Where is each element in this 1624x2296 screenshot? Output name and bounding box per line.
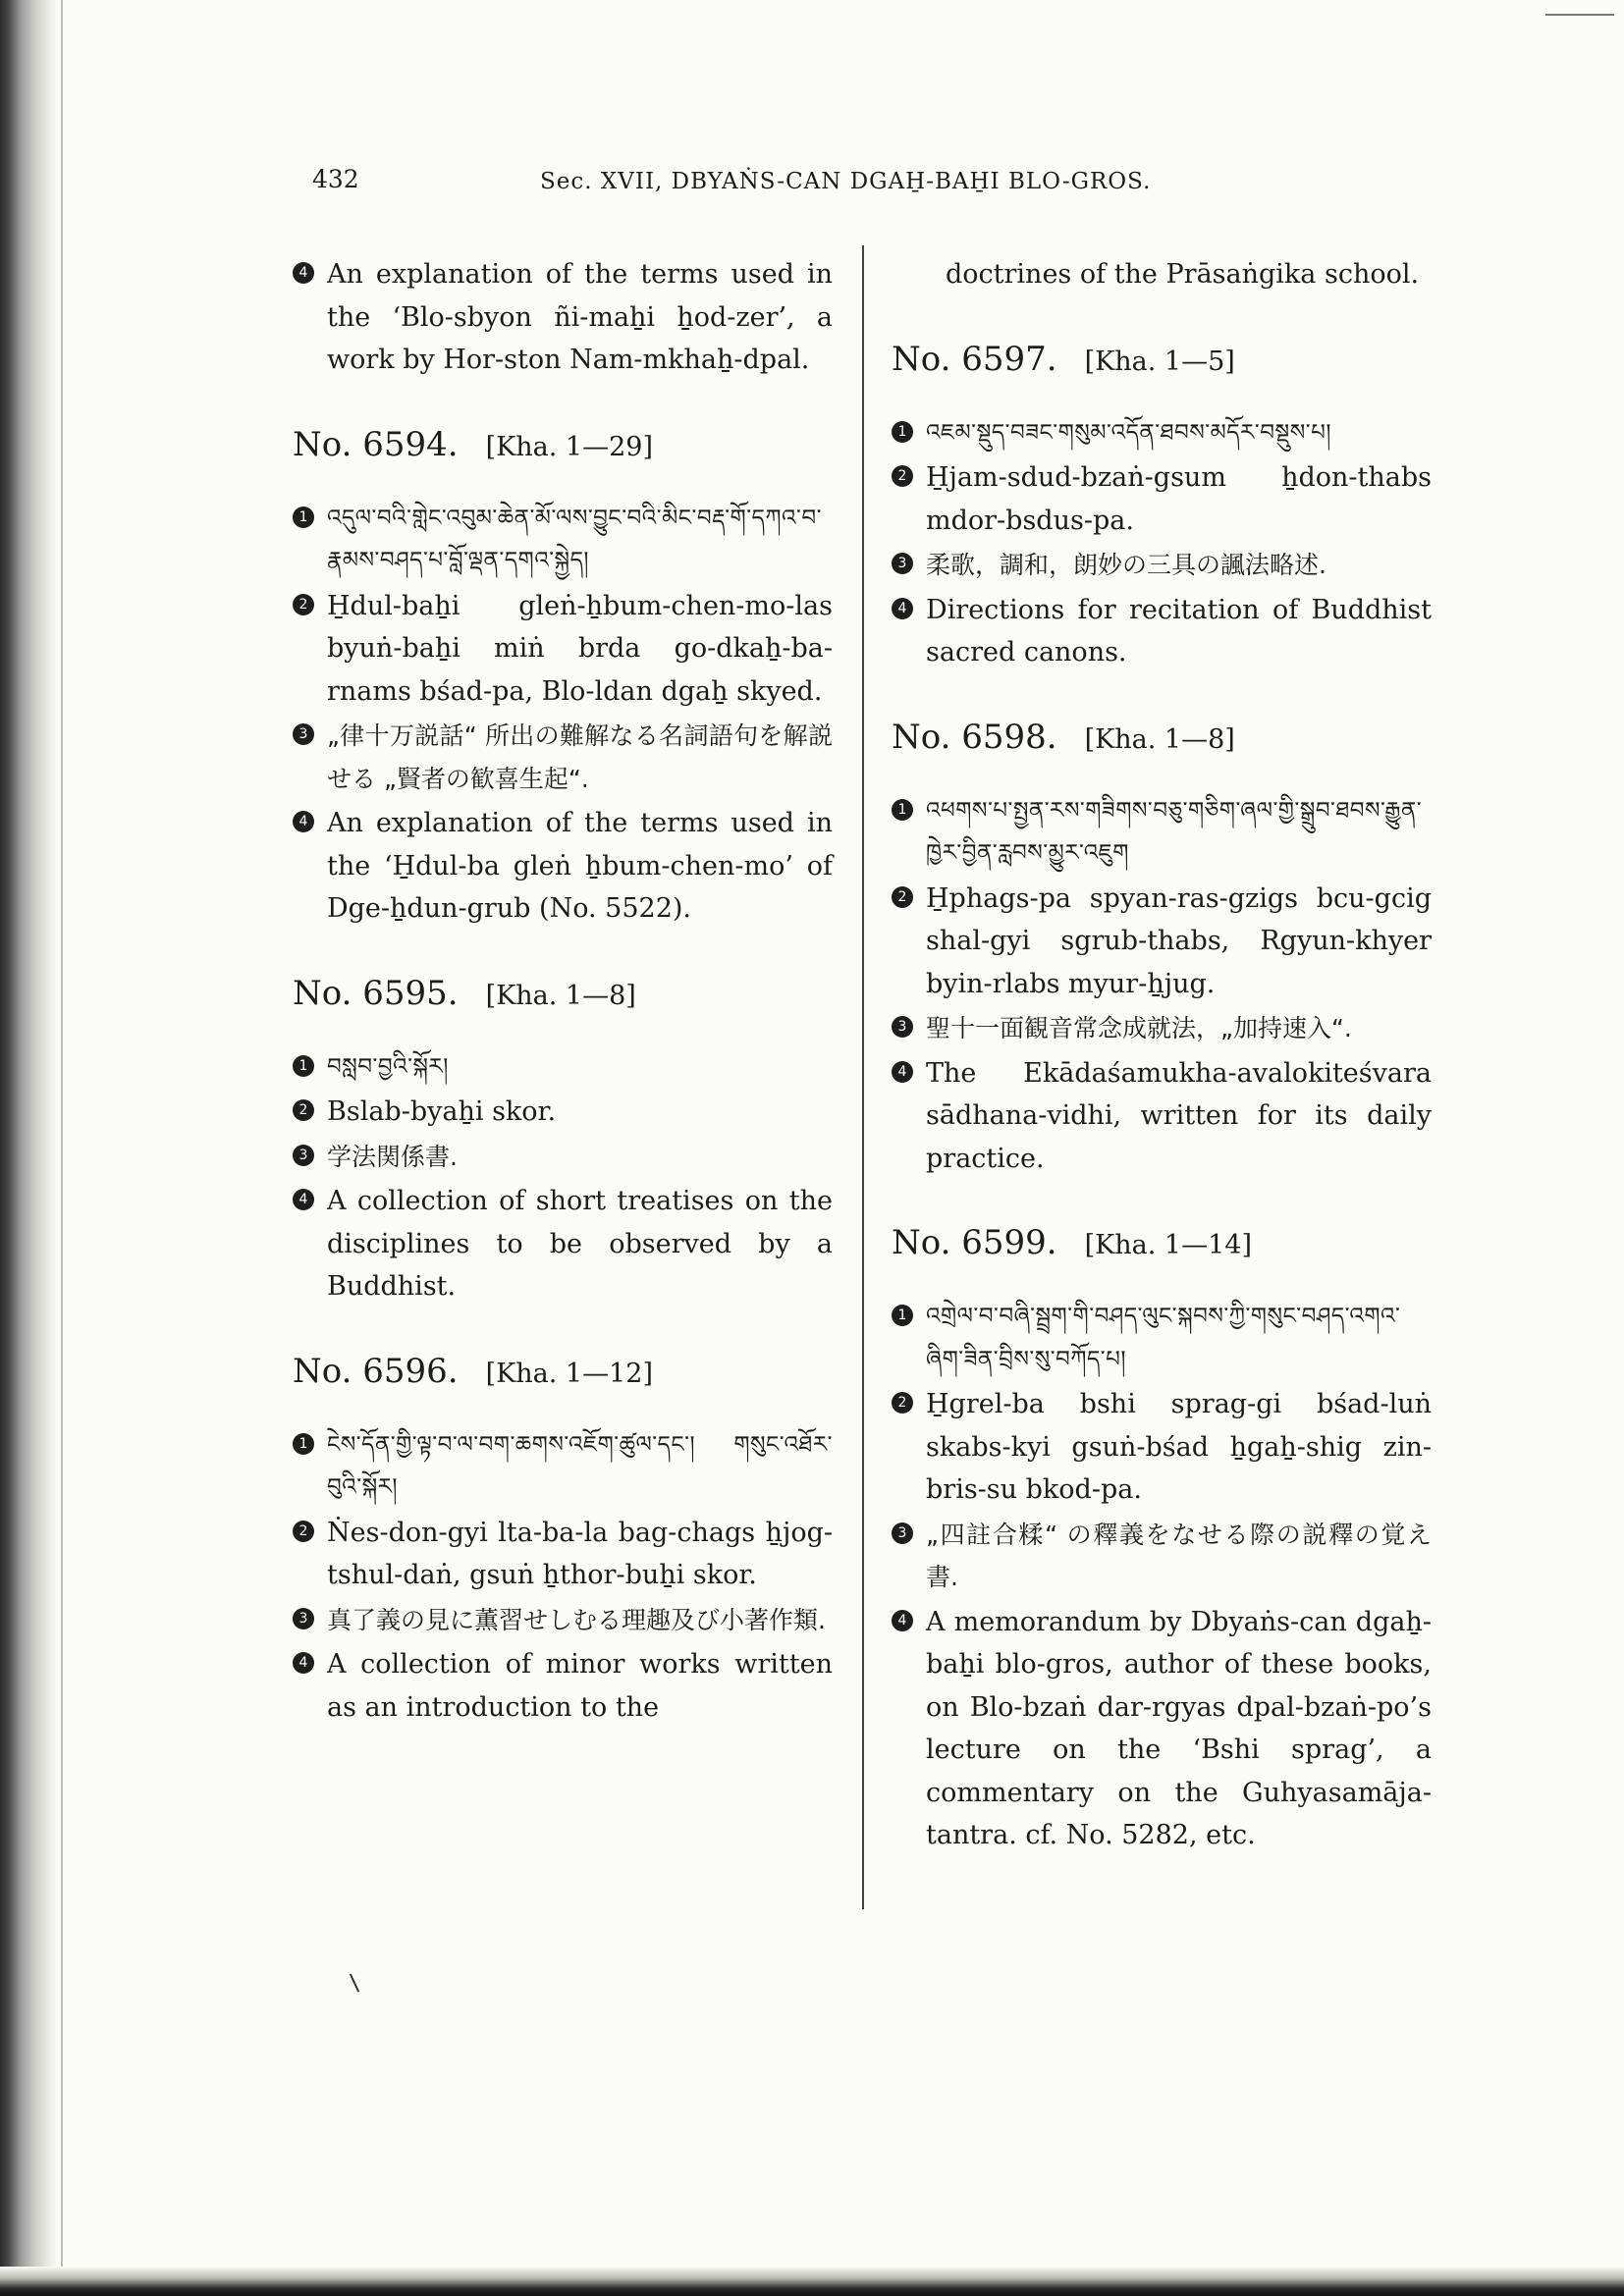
entry-heading <box>892 718 1432 757</box>
catalog-entry <box>892 1223 1432 1857</box>
entry-item <box>892 412 1432 455</box>
entry-number: No. 6597. <box>892 339 1057 379</box>
circled-number-icon: 1 <box>293 507 314 528</box>
entry-item <box>892 790 1432 876</box>
circled-number-icon: 4 <box>293 811 314 832</box>
circled-number-4-icon: 4 <box>293 262 314 284</box>
entry-item <box>293 1046 833 1090</box>
page-number: 432 <box>312 165 359 193</box>
entry-item <box>293 1091 833 1134</box>
catalog-entry <box>293 1352 833 1730</box>
tibetan-title: ངེས་དོན་གྱི་ལྟ་བ་ལ་བག་ཆགས་འཇོག་ཚུལ་དང་། གསུང་འཐོར་བུའི་སྐོར། <box>327 1431 833 1500</box>
circled-number-icon: 3 <box>293 1608 314 1629</box>
circled-number-icon: 2 <box>892 886 913 908</box>
entry-item <box>892 878 1432 1006</box>
catalog-entry <box>892 340 1432 674</box>
japanese-title: 聖十一面観音常念成就法，„加持速入“. <box>926 1014 1352 1042</box>
entry-number: No. 6594. <box>293 424 459 464</box>
circled-number-icon: 2 <box>892 465 913 487</box>
circled-number-icon: 1 <box>293 1433 314 1455</box>
entry-heading <box>293 425 833 464</box>
circled-number-icon: 1 <box>892 799 913 821</box>
entry-reference: [Kha. 1—14] <box>1084 1230 1253 1260</box>
left-column <box>293 253 833 1731</box>
tibetan-title: འདུལ་བའི་གླེང་འབུམ་ཆེན་མོ་ལས་བྱུང་བའི་མིང་བརྡ་གོ་དཀའ་བ་རྣམས་བཤད་པ་བློ་ལྡན་དགའ་སྐྱེད། <box>327 505 822 573</box>
circled-number-icon: 4 <box>892 1061 913 1083</box>
entry-text: A collection of short treatises on the disciplines to be observed by a Buddhist. <box>327 1186 833 1302</box>
entry-text: H̱phags-pa spyan-ras-gzigs bcu-gcig shal-gyi sgrub-thabs, Rgyun-khyer byin-rlabs myur-ẖjug. <box>926 882 1432 999</box>
running-title: Sec. XVII, DBYAṄS-CAN DGAH̱-BAH̱I BLO-GROS. <box>540 169 1152 194</box>
entry-text: Directions for recitation of Buddhist sacred canons. <box>926 594 1432 667</box>
circled-number-icon: 1 <box>892 421 913 443</box>
circled-number-icon: 2 <box>293 1521 314 1542</box>
tibetan-title: འགྲེལ་བ་བཞི་སྦྲག་གི་བཤད་ལུང་སྐབས་ཀྱི་གསུང་བཤད་འགའ་ཞིག་ཟིན་བྲིས་སུ་བཀོད་པ། <box>926 1304 1401 1372</box>
catalog-entry <box>293 974 833 1308</box>
entry-reference: [Kha. 1—12] <box>485 1358 654 1389</box>
entry-heading <box>892 1223 1432 1262</box>
entry-item <box>293 585 833 714</box>
circled-number-icon: 2 <box>293 594 314 615</box>
entry-item <box>892 456 1432 542</box>
continuation-item <box>293 253 833 382</box>
entry-reference: [Kha. 1—5] <box>1084 346 1235 377</box>
entry-item <box>293 1643 833 1729</box>
entry-text: An explanation of the terms used in the ‘H̱dul-ba gleṅ ẖbum-chen-mo’ of Dge-ẖdun-grub (No. 5522). <box>327 808 833 924</box>
entry-text: H̱jam-sdud-bzaṅ-gsum ẖdon-thabs mdor-bsdus-pa. <box>926 462 1432 536</box>
entry-text: The Ekādaśamukha-avalokiteśvara sādhana-vidhi, written for its daily practice. <box>926 1057 1432 1174</box>
catalog-entry <box>293 425 833 931</box>
binding-edge-line <box>61 0 63 2296</box>
entry-number: No. 6596. <box>293 1351 459 1391</box>
circled-number-icon: 2 <box>892 1392 913 1414</box>
tibetan-title: འཇམ་སྡུད་བཟང་གསུམ་འདོན་ཐབས་མདོར་བསྡུས་པ། <box>926 419 1331 446</box>
entry-text: Ṅes-don-gyi lta-ba-la bag-chags ẖjog-tshul-daṅ, gsuṅ ẖthor-buẖi skor. <box>327 1517 833 1590</box>
entry-item <box>293 715 833 800</box>
corner-mark <box>1545 14 1614 16</box>
japanese-title: „四註合糅“ の釋義をなせる際の説釋の覚え書. <box>926 1520 1432 1591</box>
entry-text: A collection of minor works written as an introduction to the <box>327 1649 833 1723</box>
japanese-title: 真了義の見に薫習せしむる理趣及び小著作類. <box>327 1605 826 1634</box>
entry-reference: [Kha. 1—8] <box>1084 723 1235 755</box>
tibetan-title: བསླབ་བྱའི་སྐོར། <box>327 1053 449 1080</box>
circled-number-icon: 1 <box>892 1305 913 1326</box>
entry-number: No. 6595. <box>293 973 459 1013</box>
entry-reference: [Kha. 1—8] <box>485 980 636 1011</box>
japanese-title: „律十万説話“ 所出の難解なる名詞語句を解説せる „賢者の歓喜生起“. <box>327 721 833 793</box>
circled-number-icon: 4 <box>892 1610 913 1631</box>
page-bottom-edge <box>0 2267 1624 2296</box>
entry-item <box>892 1383 1432 1512</box>
circled-number-icon: 3 <box>293 1145 314 1166</box>
entry-heading <box>293 1352 833 1391</box>
entry-item <box>293 1599 833 1642</box>
entry-item <box>892 1052 1432 1181</box>
entry-item <box>892 1296 1432 1381</box>
continuation-text: An explanation of the terms used in the ‘Blo-sbyon ñi-maẖi ẖod-zer’, a work by Hor-ston Nam-mkhaẖ-dpal. <box>327 259 833 375</box>
circled-number-icon: 3 <box>892 1016 913 1038</box>
entry-item <box>293 1180 833 1308</box>
circled-number-icon: 1 <box>293 1055 314 1077</box>
entry-item <box>892 1007 1432 1050</box>
entry-item <box>293 1424 833 1510</box>
japanese-title: 学法関係書. <box>327 1142 458 1171</box>
entry-text: Bslab-byaẖi skor. <box>327 1096 557 1127</box>
entry-heading <box>293 974 833 1013</box>
entry-item <box>293 802 833 931</box>
column-divider <box>862 245 864 1909</box>
entry-item <box>892 1514 1432 1599</box>
page-header <box>312 165 1373 200</box>
entry-item <box>293 1512 833 1597</box>
stray-mark <box>350 1974 359 1993</box>
entry-item <box>293 498 833 583</box>
tibetan-title: འཕགས་པ་སྤྱན་རས་གཟིགས་བཅུ་གཅིག་ཞལ་གྱི་སྒྲུབ་ཐབས་རྒྱུན་ཁྱེར་བྱིན་རླབས་མྱུར་འཇུག <box>926 797 1423 866</box>
entry-number: No. 6599. <box>892 1223 1057 1262</box>
entry-item <box>892 1601 1432 1857</box>
entry-text: A memorandum by Dbyaṅs-can dgaẖ-baẖi blo-gros, author of these books, on Blo-bzaṅ dar-rgyas dpal-bzaṅ-po’s lecture on the ‘Bshi sprag’, a commentary on the Guhyasamāja-tantra. cf. No. 5282, etc. <box>926 1606 1432 1850</box>
entry-heading <box>892 340 1432 379</box>
entry-reference: [Kha. 1—29] <box>485 431 654 462</box>
circled-number-icon: 4 <box>293 1189 314 1210</box>
circled-number-icon: 3 <box>892 1522 913 1544</box>
catalog-entry <box>892 718 1432 1181</box>
entry-item <box>892 544 1432 587</box>
circled-number-icon: 2 <box>293 1099 314 1121</box>
continuation-text: doctrines of the Prāsaṅgika school. <box>946 259 1420 290</box>
entry-text: H̱dul-baẖi gleṅ-ẖbum-chen-mo-las byuṅ-baẖi miṅ brda go-dkaẖ-ba-rnams bśad-pa, Blo-ldan dgaẖ skyed. <box>327 590 833 707</box>
entry-text: H̱grel-ba bshi sprag-gi bśad-luṅ skabs-kyi gsuṅ-bśad ẖgaẖ-shig zin-bris-su bkod-pa. <box>926 1389 1432 1505</box>
book-binding-shadow <box>0 0 59 2296</box>
entry-item <box>293 1136 833 1179</box>
japanese-title: 柔歌，調和，朗妙の三具の諷法略述. <box>926 551 1326 579</box>
circled-number-icon: 4 <box>293 1652 314 1674</box>
circled-number-icon: 3 <box>892 553 913 574</box>
circled-number-icon: 3 <box>293 723 314 745</box>
entry-item <box>892 589 1432 674</box>
circled-number-icon: 4 <box>892 598 913 619</box>
right-column <box>892 253 1432 1859</box>
entry-number: No. 6598. <box>892 717 1057 757</box>
